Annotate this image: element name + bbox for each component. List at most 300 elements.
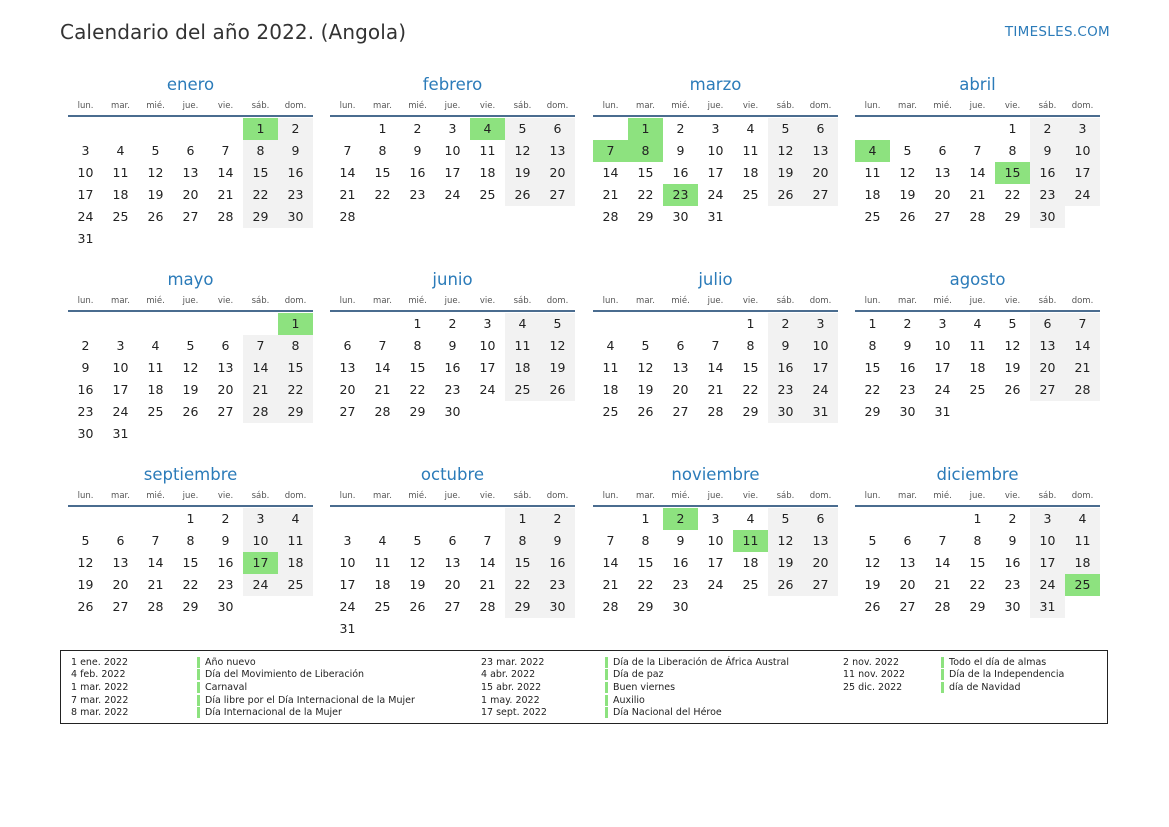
day-cell: 26 (147, 209, 164, 224)
empty-cell (593, 313, 628, 335)
weekday-header (593, 99, 838, 113)
header-divider (330, 505, 575, 507)
day-cell: 16 (1030, 162, 1065, 184)
weekday-label: lun. (602, 101, 619, 111)
weekday-label: vie. (742, 491, 759, 501)
weekday-label: mar. (373, 101, 392, 111)
day-cell: 27 (934, 209, 951, 224)
weekday-header (593, 294, 838, 308)
day-cell: 20 (444, 577, 461, 592)
holiday-date: 2 nov. 2022 (843, 656, 899, 668)
day-cell: 13 (1030, 335, 1065, 357)
day-cell: 19 (147, 187, 164, 202)
day-cell: 21 (217, 187, 234, 202)
day-cell: 12 (77, 555, 94, 570)
weekday-label: lun. (864, 101, 881, 111)
weekday-label: lun. (864, 296, 881, 306)
holiday-name: día de Navidad (949, 681, 1021, 693)
weekday-header (330, 489, 575, 503)
empty-cell (435, 618, 470, 640)
empty-cell (330, 118, 365, 140)
day-cell: 11 (479, 143, 496, 158)
day-cell: 15 (409, 360, 426, 375)
day-cell: 23 (1030, 184, 1065, 206)
holiday-day-cell: 17 (243, 552, 278, 574)
day-cell: 1 (413, 316, 422, 331)
day-cell: 3 (938, 316, 947, 331)
day-cell: 2 (1030, 118, 1065, 140)
weekday-label: mar. (898, 296, 917, 306)
day-cell: 2 (278, 118, 313, 140)
day-cell: 12 (505, 140, 540, 162)
day-cell: 20 (217, 382, 234, 397)
day-cell: 9 (278, 140, 313, 162)
weekday-label: dom. (809, 101, 832, 111)
weekday-label: sáb. (251, 491, 270, 501)
day-cell: 18 (112, 187, 129, 202)
weekday-label: lun. (339, 491, 356, 501)
day-cell: 4 (278, 508, 313, 530)
day-cell: 25 (742, 187, 759, 202)
empty-cell (698, 313, 733, 335)
weekday-label: sáb. (1038, 296, 1057, 306)
weekday-label: sáb. (1038, 101, 1057, 111)
weekday-label: jue. (444, 101, 461, 111)
week-row (593, 596, 838, 618)
empty-cell (138, 118, 173, 140)
day-cell: 22 (182, 577, 199, 592)
month-marzo (593, 74, 838, 228)
day-cell: 15 (637, 555, 654, 570)
empty-cell (208, 423, 243, 445)
empty-cell (208, 313, 243, 335)
legend-row (843, 656, 1064, 669)
holiday-marker (605, 657, 608, 668)
empty-cell (505, 401, 540, 423)
holiday-name: Día de paz (613, 669, 664, 681)
day-cell: 15 (742, 360, 759, 375)
day-cell: 28 (602, 599, 619, 614)
month-name: septiembre (143, 465, 238, 484)
week-row (855, 335, 1100, 357)
day-cell: 9 (903, 338, 912, 353)
holiday-name: Todo el día de almas (949, 656, 1047, 668)
day-cell: 12 (409, 555, 426, 570)
empty-cell (103, 313, 138, 335)
day-cell: 24 (1065, 184, 1100, 206)
day-cell: 3 (343, 533, 352, 548)
week-row (68, 357, 313, 379)
day-cell: 7 (243, 335, 278, 357)
holiday-marker (605, 669, 608, 680)
day-cell: 24 (77, 209, 94, 224)
day-cell: 11 (147, 360, 164, 375)
day-cell: 17 (77, 187, 94, 202)
day-cell: 29 (969, 599, 986, 614)
day-cell: 17 (444, 165, 461, 180)
holiday-name: Año nuevo (205, 656, 256, 668)
day-cell: 17 (803, 357, 838, 379)
day-cell: 6 (448, 533, 457, 548)
weekday-label: lun. (602, 491, 619, 501)
day-cell: 11 (742, 143, 759, 158)
empty-cell (365, 508, 400, 530)
day-cell: 25 (147, 404, 164, 419)
day-cell: 30 (217, 599, 234, 614)
day-cell: 22 (864, 382, 881, 397)
day-cell: 3 (483, 316, 492, 331)
week-row (68, 140, 313, 162)
day-cell: 22 (969, 577, 986, 592)
weekday-label: mar. (898, 491, 917, 501)
weekday-label: vie. (479, 491, 496, 501)
day-cell: 5 (540, 313, 575, 335)
weekday-label: dom. (1071, 296, 1094, 306)
day-cell: 4 (1065, 508, 1100, 530)
holiday-date: 4 abr. 2022 (481, 669, 536, 681)
month-enero (68, 74, 313, 250)
weekday-label: vie. (742, 296, 759, 306)
empty-cell (68, 508, 103, 530)
month-name: abril (959, 75, 996, 94)
day-cell: 18 (1065, 552, 1100, 574)
day-cell: 29 (243, 206, 278, 228)
empty-cell (803, 206, 838, 228)
week-row (593, 508, 838, 530)
day-cell: 9 (676, 143, 685, 158)
day-cell: 2 (676, 121, 685, 136)
day-cell: 26 (182, 404, 199, 419)
legend-row (481, 706, 789, 719)
day-cell: 16 (768, 357, 803, 379)
week-row (855, 508, 1100, 530)
week-row (68, 508, 313, 530)
weekday-label: vie. (742, 101, 759, 111)
day-cell: 21 (934, 577, 951, 592)
day-cell: 4 (973, 316, 982, 331)
day-cell: 12 (182, 360, 199, 375)
legend-row (481, 681, 789, 694)
day-cell: 10 (339, 555, 356, 570)
day-cell: 11 (864, 165, 881, 180)
day-cell: 22 (409, 382, 426, 397)
day-cell: 11 (374, 555, 391, 570)
empty-cell (995, 401, 1030, 423)
day-cell: 13 (339, 360, 356, 375)
day-cell: 25 (969, 382, 986, 397)
week-row (855, 140, 1100, 162)
day-cell: 2 (448, 316, 457, 331)
day-cell: 28 (243, 401, 278, 423)
day-cell: 10 (934, 338, 951, 353)
day-cell: 3 (803, 313, 838, 335)
day-cell: 17 (1030, 552, 1065, 574)
empty-cell (400, 508, 435, 530)
weekday-label: mié. (671, 101, 690, 111)
day-cell: 13 (672, 360, 689, 375)
day-cell: 14 (217, 165, 234, 180)
day-cell: 4 (505, 313, 540, 335)
day-cell: 31 (934, 404, 951, 419)
empty-cell (505, 618, 540, 640)
day-cell: 2 (81, 338, 90, 353)
day-cell: 2 (221, 511, 230, 526)
day-cell: 18 (864, 187, 881, 202)
holiday-marker (197, 682, 200, 693)
day-cell: 21 (374, 382, 391, 397)
weekday-label: sáb. (776, 101, 795, 111)
weekday-label: sáb. (513, 491, 532, 501)
day-cell: 28 (1065, 379, 1100, 401)
day-cell: 9 (1030, 140, 1065, 162)
month-name: julio (698, 270, 733, 289)
day-cell: 15 (243, 162, 278, 184)
day-cell: 6 (938, 143, 947, 158)
day-cell: 5 (768, 118, 803, 140)
day-cell: 21 (1065, 357, 1100, 379)
day-cell: 23 (540, 574, 575, 596)
day-cell: 31 (707, 209, 724, 224)
header-divider (68, 115, 313, 117)
day-cell: 3 (711, 121, 720, 136)
week-row (68, 335, 313, 357)
weekday-label: mar. (373, 296, 392, 306)
day-cell: 3 (243, 508, 278, 530)
day-cell: 7 (378, 338, 387, 353)
week-row (593, 335, 838, 357)
empty-cell (173, 313, 208, 335)
day-cell: 22 (374, 187, 391, 202)
day-cell: 1 (868, 316, 877, 331)
week-row (330, 313, 575, 335)
day-cell: 15 (637, 165, 654, 180)
week-row (68, 206, 313, 228)
day-cell: 5 (413, 533, 422, 548)
weekday-label: mié. (933, 101, 952, 111)
day-cell: 21 (243, 379, 278, 401)
day-cell: 29 (637, 209, 654, 224)
day-cell: 20 (803, 162, 838, 184)
day-cell: 27 (899, 599, 916, 614)
weekday-label: vie. (217, 101, 234, 111)
weekday-label: dom. (546, 296, 569, 306)
day-cell: 14 (969, 165, 986, 180)
weekday-label: mié. (146, 101, 165, 111)
day-cell: 19 (637, 382, 654, 397)
day-cell: 9 (540, 530, 575, 552)
weekday-label: vie. (1004, 101, 1021, 111)
day-cell: 19 (864, 577, 881, 592)
month-name: mayo (167, 270, 214, 289)
day-cell: 7 (343, 143, 352, 158)
month-name: marzo (689, 75, 742, 94)
day-cell: 9 (221, 533, 230, 548)
holiday-name: Buen viernes (613, 681, 676, 693)
empty-cell (278, 596, 313, 618)
legend-column-2 (481, 656, 789, 719)
day-cell: 25 (742, 577, 759, 592)
day-cell: 19 (540, 357, 575, 379)
day-cell: 17 (934, 360, 951, 375)
day-cell: 26 (637, 404, 654, 419)
day-cell: 11 (112, 165, 129, 180)
month-name: febrero (422, 75, 483, 94)
day-cell: 6 (676, 338, 685, 353)
holiday-date: 23 mar. 2022 (481, 656, 545, 668)
day-cell: 21 (602, 577, 619, 592)
day-cell: 1 (378, 121, 387, 136)
day-cell: 20 (803, 552, 838, 574)
weekday-label: mar. (636, 296, 655, 306)
day-cell: 25 (278, 574, 313, 596)
holiday-day-cell: 25 (1065, 574, 1100, 596)
month-abril (855, 74, 1100, 228)
weekday-header (68, 99, 313, 113)
holiday-date: 1 may. 2022 (481, 694, 540, 706)
day-cell: 22 (243, 184, 278, 206)
header-divider (855, 115, 1100, 117)
day-cell: 16 (217, 555, 234, 570)
day-cell: 16 (1004, 555, 1021, 570)
day-cell: 9 (768, 335, 803, 357)
day-cell: 14 (147, 555, 164, 570)
empty-cell (698, 596, 733, 618)
weekday-label: mié. (408, 491, 427, 501)
holiday-day-cell: 1 (243, 118, 278, 140)
brand-link[interactable]: TIMESLES.COM (1004, 24, 1110, 40)
holiday-day-cell: 7 (593, 140, 628, 162)
legend-row (843, 669, 1064, 682)
holiday-day-cell: 4 (470, 118, 505, 140)
holiday-day-cell: 23 (663, 184, 698, 206)
day-cell: 18 (147, 382, 164, 397)
day-cell: 19 (505, 162, 540, 184)
day-cell: 27 (444, 599, 461, 614)
day-cell: 15 (278, 357, 313, 379)
day-cell: 22 (278, 379, 313, 401)
weekday-label: dom. (809, 296, 832, 306)
day-cell: 5 (505, 118, 540, 140)
month-name: agosto (949, 270, 1006, 289)
weekday-label: jue. (707, 101, 724, 111)
day-cell: 10 (479, 338, 496, 353)
month-diciembre (855, 464, 1100, 618)
empty-cell (365, 206, 400, 228)
day-cell: 9 (81, 360, 90, 375)
day-cell: 25 (864, 209, 881, 224)
day-cell: 19 (182, 382, 199, 397)
week-row (855, 596, 1100, 618)
weekday-label: jue. (969, 101, 986, 111)
day-cell: 10 (444, 143, 461, 158)
empty-cell (593, 508, 628, 530)
day-cell: 24 (479, 382, 496, 397)
day-cell: 1 (973, 511, 982, 526)
day-cell: 30 (278, 206, 313, 228)
day-cell: 31 (77, 231, 94, 246)
weekday-label: vie. (479, 101, 496, 111)
day-cell: 2 (413, 121, 422, 136)
week-row (855, 184, 1100, 206)
empty-cell (1030, 401, 1065, 423)
day-cell: 8 (641, 533, 650, 548)
week-row (330, 552, 575, 574)
day-cell: 25 (112, 209, 129, 224)
empty-cell (173, 228, 208, 250)
day-cell: 18 (278, 552, 313, 574)
header-divider (593, 505, 838, 507)
empty-cell (540, 401, 575, 423)
day-cell: 29 (505, 596, 540, 618)
week-row (68, 379, 313, 401)
day-cell: 18 (505, 357, 540, 379)
day-cell: 21 (147, 577, 164, 592)
day-cell: 2 (1008, 511, 1017, 526)
weekday-label: vie. (479, 296, 496, 306)
day-cell: 10 (803, 335, 838, 357)
day-cell: 1 (1008, 121, 1017, 136)
day-cell: 12 (864, 555, 881, 570)
week-row (330, 140, 575, 162)
day-cell: 27 (182, 209, 199, 224)
empty-cell (733, 596, 768, 618)
empty-cell (1065, 596, 1100, 618)
weekday-label: sáb. (1038, 491, 1057, 501)
empty-cell (138, 508, 173, 530)
holiday-date: 11 nov. 2022 (843, 669, 906, 681)
day-cell: 3 (116, 338, 125, 353)
weekday-header (68, 489, 313, 503)
empty-cell (173, 118, 208, 140)
day-cell: 4 (151, 338, 160, 353)
holiday-name: Día de la Independencia (949, 669, 1065, 681)
day-cell: 26 (1004, 382, 1021, 397)
day-cell: 22 (742, 382, 759, 397)
legend-column-1 (71, 656, 415, 719)
weekday-label: mar. (898, 101, 917, 111)
week-row (593, 530, 838, 552)
empty-cell (925, 118, 960, 140)
day-cell: 29 (1004, 209, 1021, 224)
weekday-label: jue. (444, 491, 461, 501)
weekday-label: lun. (339, 101, 356, 111)
legend-column-3 (843, 656, 1064, 694)
day-cell: 5 (81, 533, 90, 548)
day-cell: 31 (803, 401, 838, 423)
day-cell: 13 (899, 555, 916, 570)
holiday-legend (60, 650, 1108, 724)
legend-row (71, 681, 415, 694)
day-cell: 5 (768, 508, 803, 530)
day-cell: 8 (243, 140, 278, 162)
weekday-label: mar. (111, 296, 130, 306)
day-cell: 20 (672, 382, 689, 397)
week-row (68, 574, 313, 596)
day-cell: 4 (378, 533, 387, 548)
day-cell: 8 (186, 533, 195, 548)
day-cell: 8 (505, 530, 540, 552)
day-cell: 24 (339, 599, 356, 614)
day-cell: 7 (483, 533, 492, 548)
day-cell: 28 (969, 209, 986, 224)
day-cell: 6 (540, 118, 575, 140)
day-cell: 5 (903, 143, 912, 158)
day-cell: 3 (1030, 508, 1065, 530)
weekday-label: lun. (339, 296, 356, 306)
week-row (593, 552, 838, 574)
weekday-label: jue. (707, 491, 724, 501)
day-cell: 9 (676, 533, 685, 548)
